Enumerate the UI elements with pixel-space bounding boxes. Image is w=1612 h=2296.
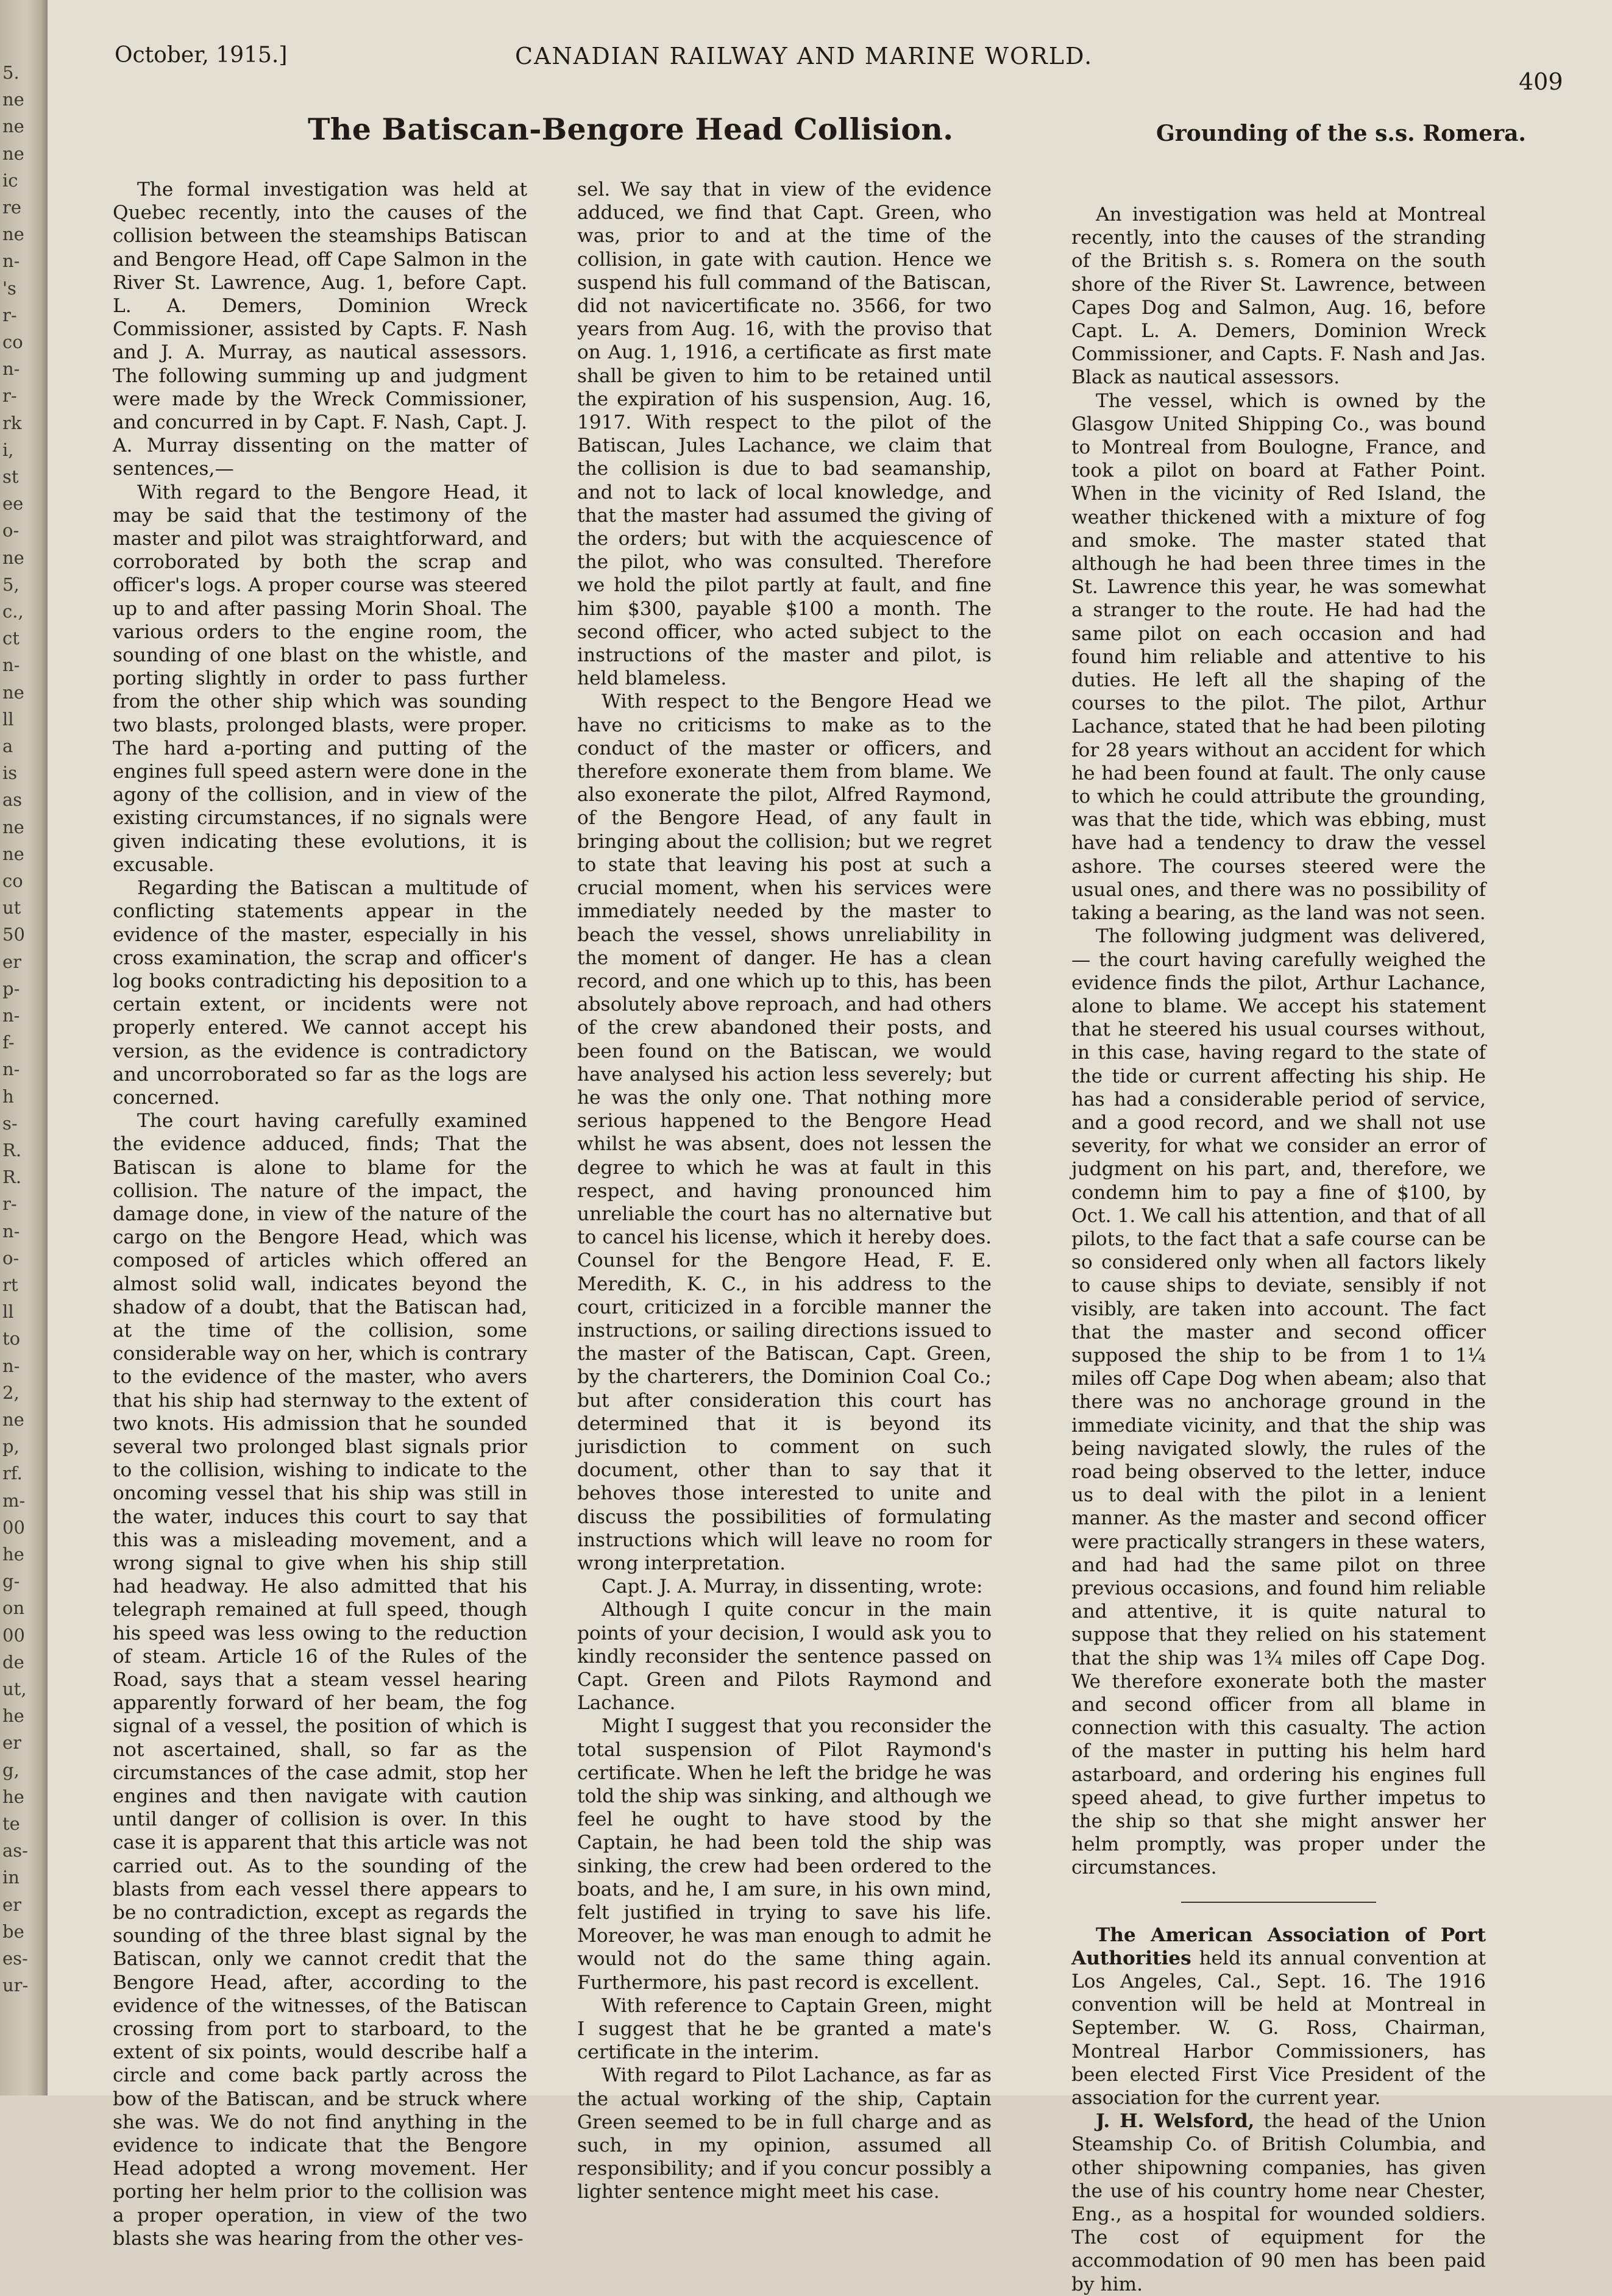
facing-page-fragment: ne [2,681,24,703]
facing-page-fragment: 00 [2,1516,25,1538]
facing-page-edge [0,0,48,2095]
facing-page-fragment: ne [2,116,24,137]
facing-page-fragment: ne [2,547,24,568]
facing-page-fragment: g- [2,1571,20,1592]
facing-page-fragment: ne [2,816,24,837]
news-lead: The American Association of Port Authorities [1071,1924,1486,1969]
facing-page-fragment: R. [2,1167,22,1188]
facing-page-fragment: is [2,762,18,784]
facing-page-fragment: r- [2,385,17,407]
facing-page-fragment: r- [2,1193,17,1215]
facing-page-fragment: m- [2,1490,26,1511]
news-lead: J. H. Welsford, [1096,2110,1255,2133]
paragraph: With regard to the Bengore Head, it may be said that the testimony of the master and pilot was straightforward, and corroborated by both the scrap and officer's logs. A proper course was steered up to and after passing Morin Shoal. The various orders to the engine room, the sounding of one blast on the whistle, and porting slightly in order to pass further from the other ship which was sounding two blasts, prolonged blasts, were proper. The hard a-porting and putting of the engines full speed astern were done in the agony of the collision, and in view of the existing circumstances, if no signals were given indicating these evolutions, it is excusable. [113,481,527,876]
facing-page-fragment: ut, [2,1679,27,1699]
facing-page-fragment: p, [2,1436,20,1457]
facing-page-fragment: er [2,1732,22,1754]
paragraph: With reference to Captain Green, might I suggest that he be granted a mate's certificate in the interim. [577,1994,992,2064]
facing-page-fragment: de [2,1651,24,1672]
facing-page-fragment: ne [2,143,24,164]
facing-page-fragment: 50 [2,924,25,945]
facing-page-fragment: r- [2,304,17,325]
issue-date: October, 1915.] [115,43,288,68]
main-article-title: The Batiscan-Bengore Head Collision. [308,112,954,147]
facing-page-fragment: 5, [2,574,20,595]
paragraph: With respect to the Bengore Head we have no criticisms to make as to the conduct of the master or officers, and therefore exonerate them from blame. We also exonerate the pilot, Alfred Raymond, of the Bengore Head, of any fault in bringing about the collision; but we regret to state that leaving his post at such a crucial moment, when his services were immediately needed by the master to beach the vessel, shows unreliability in the moment of danger. He has a clean record, and one which up to this, has been absolutely above reproach, and had others of the crew abandoned their posts, and been found on the Batiscan, we would have analysed his action less severely; but he was the only one. That nothing more serious happened to the Bengore Head whilst he was absent, does not lessen the degree to which he was at fault in this respect, and having pronounced him unreliable the court has no alternative but to cancel his license, which it hereby does. Counsel for the Bengore Head, F. E. Meredith, K. C., in his address to the court, criticized in a forcible manner the instructions, or sailing directions issued to the master of the Batiscan, Capt. Green, by the charterers, the Dominion Coal Co.; but after consideration this court has determined that it is beyond its jurisdiction to comment on such document, other than to say that it behoves those interested to unite and discuss the possibilities of formulating instructions which will leave no room for wrong interpretation. [577,691,992,1574]
facing-page-fragment: R. [2,1140,22,1160]
facing-page-fragment: 's [2,277,16,299]
facing-page-fragment: ct [2,628,20,649]
facing-page-fragment: p- [2,978,20,999]
facing-page-fragment: co [2,332,23,352]
facing-page-fragment: ut [2,897,21,919]
facing-page-fragment: n- [2,1220,20,1242]
side-article-title: Grounding of the s.s. Romera. [1156,121,1526,146]
facing-page-fragment: st [2,466,19,487]
facing-page-fragment: h [2,1086,14,1107]
facing-page-fragment: 2, [2,1382,20,1403]
paragraph: The formal investigation was held at Quebec recently, into the causes of the collision between the steamships Batiscan and Bengore Head, off Cape Salmon in the River St. Lawrence, Aug. 1, before Capt. L. A. Demers, Dominion Wreck Commissioner, assisted by Capts. F. Nash and J. A. Murray, as nautical assessors. The following summing up and judgment were made by the Wreck Commissioner, and concurred in by Capt. F. Nash, Capt. J. A. Murray dissenting on the matter of sentences,— [113,179,527,480]
paragraph: The following judgment was delivered,— the court having carefully weighed the evidence finds the pilot, Arthur Lachance, alone to blame. We accept his statement that he steered his usual courses without, in this case, having regard to the state of the tide or current affecting his ship. He has had a considerable period of service, and a good record, and we shall not use severity, for what we consider an error of judgment on his part, and, therefore, we condemn him to pay a fine of $100, by Oct. 1. We call his attention, and that of all pilots, to the fact that a safe course can be so considered only when all factors likely to cause ships to deviate, sensibly if not visibly, are taken into account. The fact that the master and second officer supposed the ship to be from 1 to 1¼ miles off Cape Dog when abeam; also that there was no anchorage ground in the immediate vicinity, and that the ship was being navigated slowly, the rules of the road being observed to the letter, induce us to deal with the pilot in a lenient manner. As the master and second officer were practically strangers in these waters, and had had the same pilot on three previous occasions, and found him reliable and attentive, it is quite natural to suppose that they relied on his statement that the ship was 1¾ miles off Cape Dog. We therefore exonerate both the master and second officer from all blame in connection with this casualty. The action of the master in putting his helm hard astarboard, and ordering his engines full speed ahead, to give further impetus to the ship so that she might answer her helm promptly, was proper under the circumstances. [1071,925,1486,1879]
facing-page-fragment: ll [2,708,14,730]
facing-page-fragment: te [2,1813,20,1834]
news-text: held its annual convention at Los Angeles, Cal., Sept. 16. The 1916 convention will be held at Montreal in September. W. G. Ross, Chairman, Montreal Harbor Commissioners, has been elected First Vice President of the association for the current year. [1071,1947,1486,2109]
column-1 [113,178,527,2250]
facing-page-fragment: as [2,789,23,811]
facing-page-fragment: es- [2,1948,28,1969]
news-text: the head of the Union Steamship Co. of British Columbia, and other shipowning companies, has given the use of his country home near Chester, Eng., as a hospital for wounded soldiers. The cost of equipment for the accommodation of 90 men has been paid by him. [1071,2110,1486,2295]
facing-page-fragment: n- [2,1005,20,1026]
page-number: 409 [1519,68,1563,95]
column-3 [1071,168,1486,2296]
journal-title: CANADIAN RAILWAY AND MARINE WORLD. [515,43,1093,69]
news-item [1071,1924,1486,2110]
facing-page-fragment: ll [2,1301,14,1323]
facing-page-fragment: n- [2,251,20,272]
facing-page-fragment: ne [2,224,24,245]
column-2 [577,178,992,2204]
facing-page-fragment: co [2,870,23,891]
facing-page-fragment: g, [2,1759,20,1780]
facing-page-fragment: er [2,1894,22,1915]
facing-page-fragment: s- [2,1112,18,1134]
facing-page-fragment: be [2,1921,24,1942]
facing-page-fragment: ne [2,843,24,864]
facing-page-fragment: in [2,1867,20,1888]
facing-page-fragment: ic [2,169,18,191]
facing-page-fragment: n- [2,1355,20,1376]
facing-page-fragment: he [2,1544,24,1565]
paragraph: Might I suggest that you reconsider the total suspension of Pilot Raymond's certificate. When he left the bridge he was told the ship was sinking, and although we feel he ought to have stood by the Captain, he had been told the ship was sinking, the crew had been ordered to the boats, and he, I am sure, in his own mind, felt justified in trying to save his life. Moreover, he was man enough to admit he would not do the same thing again. Furthermore, his past record is excellent. [577,1715,992,1994]
paragraph: With regard to Pilot Lachance, as far as the actual working of the ship, Captain Green seemed to be in full charge and as such, in my opinion, assumed all responsibility; and if you concur possibly a lighter sentence might meet his case. [577,2064,992,2203]
facing-page-fragment: ne [2,1409,24,1430]
facing-page-fragment: ee [2,493,24,514]
facing-page-fragment: f- [2,1032,15,1053]
facing-page-fragment: n- [2,655,20,676]
facing-page-fragment: c., [2,601,24,622]
facing-page-fragment: he [2,1705,24,1727]
paragraph: The vessel, which is owned by the Glasgow United Shipping Co., was bound to Montreal from Boulogne, France, and took a pilot on board at Father Point. When in the vicinity of Red Island, the weather thickened with a mixture of fog and smoke. The master stated that although he had been three times in the St. Lawrence this year, he was somewhat a stranger to the route. He had had the same pilot on each occasion and had found him reliable and attentive to his duties. He left all the shaping of the courses to the pilot. The pilot, Arthur Lachance, stated that he had been piloting for 28 years without an accident for which he had been found at fault. The only cause to which he could attribute the grounding, was that the tide, which was ebbing, must have had a tendency to draw the vessel ashore. The courses steered were the usual ones, and there was no possibility of taking a bearing, as the land was not seen. [1071,389,1486,925]
facing-page-fragment: o- [2,520,20,541]
facing-page-fragment: 00 [2,1624,25,1646]
facing-page-fragment: rf. [2,1463,23,1484]
paragraph: Capt. J. A. Murray, in dissenting, wrote: [602,1576,983,1598]
facing-page-fragment: er [2,951,22,972]
facing-page-fragment: n- [2,358,20,380]
facing-page-fragment: a [2,736,13,756]
facing-page-fragment: on [2,1598,25,1619]
paragraph: Regarding the Batiscan a multitude of conflicting statements appear in the evidence of the master, especially in his cross examination, the scrap and officer's log books contradicting his deposition to a certain extent, or incidents were not properly entered. We cannot accept his version, as the evidence is contradictory and uncorroborated so far as the logs are concerned. [113,877,527,1109]
facing-page-fragment: to [2,1328,21,1349]
facing-page-fragment: i, [2,439,14,460]
facing-page-fragment: ne [2,89,24,110]
facing-page-fragment: re [2,197,22,218]
facing-page-fragment: o- [2,1247,20,1268]
facing-page-fragment: n- [2,1059,20,1080]
facing-page-fragment: as- [2,1840,28,1861]
facing-page-fragment: 5. [2,62,20,83]
facing-page-fragment: ur- [2,1975,29,1996]
facing-page-fragment: rt [2,1274,18,1295]
paragraph: The court having carefully examined the evidence adduced, finds; That the Batiscan is alone to blame for the collision. The nature of the impact, the damage done, in view of the nature of the cargo on the Bengore Head, which was composed of articles which offered an almost solid wall, indicates beyond the shadow of a doubt, that the Batiscan had, at the time of the collision, some considerable way on her, which is contrary to the evidence of the master, who avers that his ship had sternway to the extent of two knots. His admission that he sounded several two prolonged blast signals prior to the collision, wishing to indicate to the oncoming vessel that his ship was still in the water, induces this court to say that this was a misleading movement, and a wrong signal to give when his ship still had headway. He also admitted that his telegraph remained at full speed, though his speed was less owing to the reduction of steam. Article 16 of the Rules of the Road, says that a steam vessel hearing apparently forward of her beam, the fog signal of a vessel, the position of which is not ascertained, shall, so far as the circumstances of the case admit, stop her engines and then navigate with caution until danger of collision is over. In this case it is apparent that this article was not carried out. As to the sounding of the blasts from each vessel there appears to be no contradiction, except as regards the sounding of the three blast signal by the Batiscan, only we cannot credit that the Bengore Head, after, according to the evidence of the witnesses, of the Batiscan crossing from port to starboard, to the extent of six points, would describe half a circle and come back partly across the bow of the Batiscan, and be struck where she was. We do not find anything in the evidence to indicate that the Bengore Head adopted a wrong movement. Her porting her helm prior to the collision was a proper operation, in view of the two blasts she was hearing from the other ves- [113,1110,527,2250]
news-item [1071,2109,1486,2296]
facing-page-fragment: rk [2,412,22,433]
facing-page-fragment: he [2,1786,24,1807]
paragraph: Although I quite concur in the main points of your decision, I would ask you to kindly reconsider the sentence passed on Capt. Green and Pilots Raymond and Lachance. [577,1599,992,1715]
paragraph-continued: sel. We say that in view of the evidence adduced, we find that Capt. Green, who was, prior to and at the time of the collision, in gate with caution. Hence we suspend his full command of the Batiscan, did not navicertificate no. 3566, for two years from Aug. 16, with the proviso that on Aug. 1, 1916, a certificate as first mate shall be given to him to be retained until the expiration of his suspension, Aug. 16, 1917. With respect to the pilot of the Batiscan, Jules Lachance, we claim that the collision is due to bad seamanship, and not to lack of local knowledge, and that the master had assumed the giving of the orders; but with the acquiescence of the pilot, who was consulted. Therefore we hold the pilot partly at fault, and fine him $300, payable $100 a month. The second officer, who acted subject to the instructions of the master and pilot, is held blameless. [577,179,992,690]
paragraph: An investigation was held at Montreal recently, into the causes of the stranding of the British s. s. Romera on the south shore of the River St. Lawrence, between Capes Dog and Salmon, Aug. 16, before Capt. L. A. Demers, Dominion Wreck Commissioner, and Capts. F. Nash and Jas. Black as nautical assessors. [1071,204,1486,389]
section-divider [1181,1902,1376,1903]
